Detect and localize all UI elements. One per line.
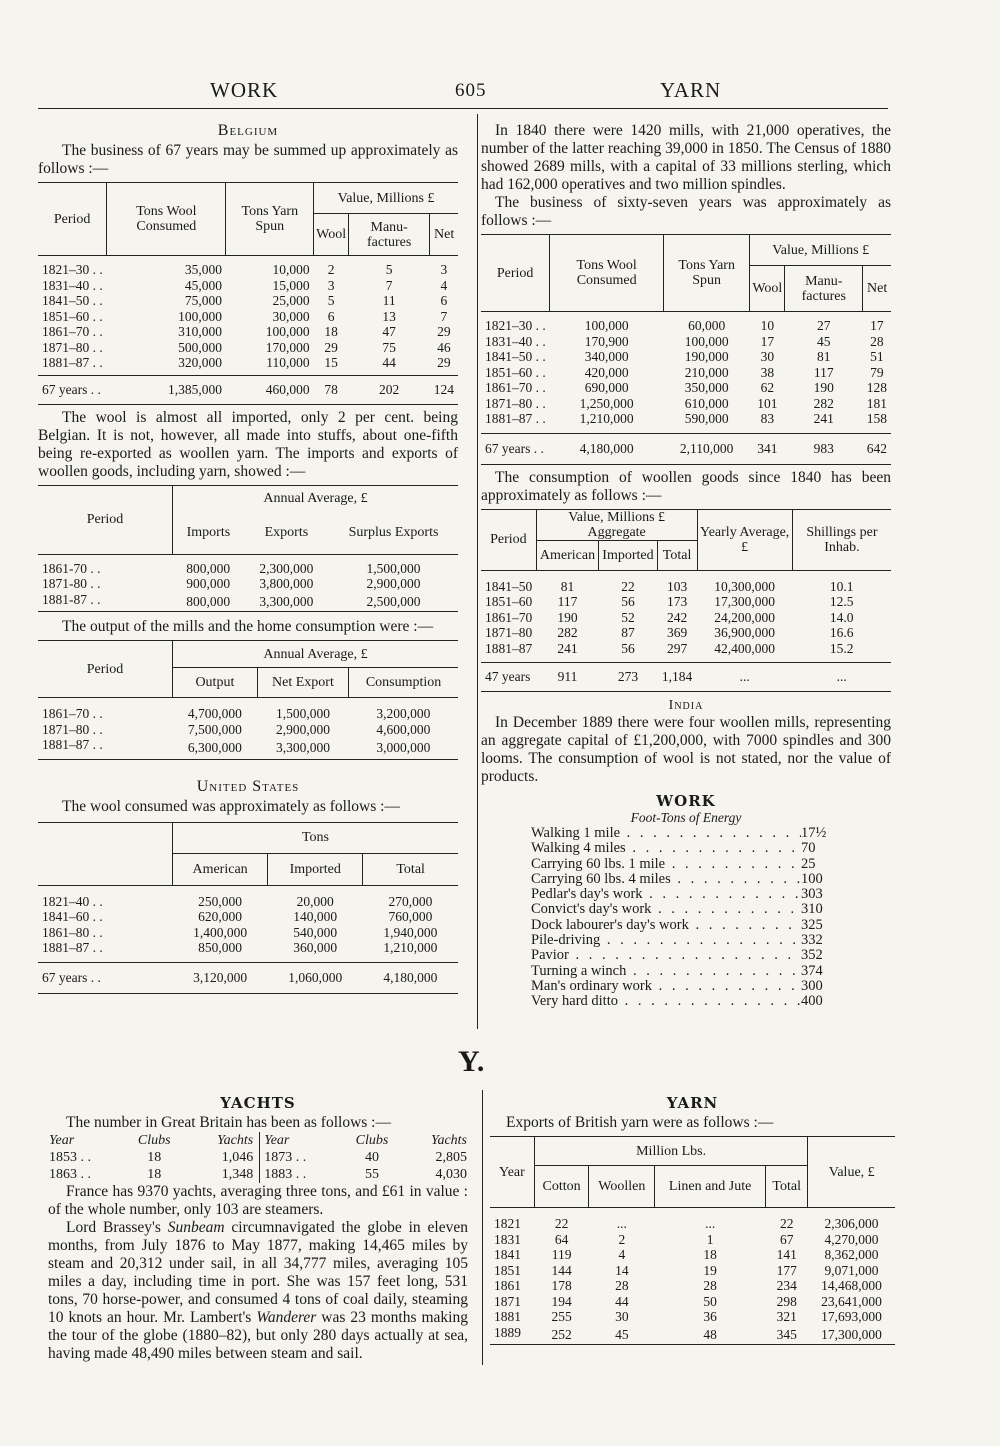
table-row: 1861-70 . . 800,000 2,300,000 1,500,000 xyxy=(42,560,421,576)
us-heading: United States xyxy=(196,777,300,795)
col-value-aggregate: Value, Millions £ Aggregate xyxy=(536,509,697,540)
running-head-left: WORK xyxy=(210,78,279,102)
belgium-output-table xyxy=(38,640,458,760)
india-para: In December 1889 there were four woollen mills, representing an aggregate capital of £1,200,000, with 7000 spindles and 300 looms. The consumption of wool is not stated, nor the value of products. xyxy=(481,714,891,785)
col-consumption: Consumption xyxy=(349,668,458,698)
belgium-heading: Belgium xyxy=(217,122,279,139)
table-row: 1861–70 190 52 242 24,200,000 14.0 xyxy=(485,609,854,625)
col-linen: Linen and Jute xyxy=(655,1166,766,1208)
table-row: 1861–80 . . 1,400,000 540,000 1,940,000 xyxy=(42,924,438,940)
table-row: 1851–60 117 56 173 17,300,000 12.5 xyxy=(485,594,854,609)
list-item: Walking 1 mile . . . 17½ xyxy=(531,826,841,841)
table-row: 1863 . . 18 1,348 1883 . . 55 4,030 xyxy=(49,1167,467,1182)
table-row: 1861–70 . . 690,000 350,000 62 190 128 xyxy=(485,380,887,395)
table-row: 1841–50 . . 75,000 25,000 5 11 6 xyxy=(42,293,448,308)
table-row: 1871–80 . . 7,500,000 2,900,000 4,600,000 xyxy=(42,721,431,737)
table-row: 1851–60 . . 100,000 30,000 6 13 7 xyxy=(42,308,448,324)
table-row: 1881–87 241 56 297 42,400,000 15.2 xyxy=(485,640,854,656)
belgium-trade-table xyxy=(38,485,458,613)
yachts-para-france: France has 9370 yachts, averaging three tons, and £61 in value : of the whole number, only 103 are steamers. xyxy=(48,1183,468,1218)
belgium-para-imports: The wool is almost all imported, only 2 per cent. being Belgian. It is not, however, all made into stuffs, about one-fifth being re-exported as woollen yarn. The imports and exports of woollen goods, including yarn, showed :— xyxy=(38,408,458,480)
work-list xyxy=(531,826,841,1010)
table-row: 1861–70 . . 310,000 100,000 18 47 29 xyxy=(42,324,451,339)
table-total-row: 47 years 911 273 1,184 ... ... xyxy=(481,663,891,692)
list-item: Carrying 60 lbs. 1 mile . . . 25 xyxy=(531,857,841,872)
right-para-business: The business of sixty-seven years was approximately as follows :— xyxy=(481,194,891,229)
list-item: Pavior . . . 352 xyxy=(531,948,841,963)
col-value-manu: Manu-factures xyxy=(785,266,863,312)
table-row: 1861 178 28 28 234 14,468,000 xyxy=(494,1278,882,1293)
table-row: 1831–40 . . 170,900 100,000 17 45 28 xyxy=(485,333,884,349)
right-para-mills: In 1840 there were 1420 mills, with 21,000 operatives, the number of the latter reaching 39,000 in 1850. The Census of 1880 showed 2689 mills, with a capital of 33 millions sterling, which had 162,000 operatives and two million spindles. xyxy=(481,122,891,193)
col-tons-wool: Tons Wool Consumed xyxy=(107,183,226,256)
table-total-row: 67 years . . 1,385,000 460,000 78 202 124 xyxy=(38,375,458,404)
table-row: 1861–70 . . 4,700,000 1,500,000 3,200,000 xyxy=(42,706,431,721)
yarn-intro: Exports of British yarn were as follows :— xyxy=(506,1114,774,1131)
col-tons-wool: Tons Wool Consumed xyxy=(550,235,664,312)
col-value: Value, Millions £ xyxy=(750,235,891,266)
belgium-para-output: The output of the mills and the home consumption were :— xyxy=(62,618,434,635)
table-row: 1881–87 . . 320,000 110,000 15 44 29 xyxy=(42,355,451,370)
list-item: Carrying 60 lbs. 4 miles . . . 100 xyxy=(531,872,841,887)
table-row: 1871–80 . . 1,250,000 610,000 101 282 181 xyxy=(485,395,887,411)
work-title: WORK xyxy=(656,792,716,810)
col-year: Year xyxy=(490,1137,534,1208)
header-rule xyxy=(38,108,888,109)
table-row: 1871 194 44 50 298 23,641,000 xyxy=(494,1293,882,1309)
table-row: 1821–30 . . 100,000 60,000 10 27 17 xyxy=(485,318,884,333)
yachts-para-brassey: Lord Brassey's Sunbeam circumnavigated the globe in eleven months, from July 1876 to May 1877, making 14,465 miles by steam and 20,312 under sail, in all 34,777 miles, averaging 105 miles a day, including time in port. She was 157 feet long, 531 tons, 70 horse-power, and consumed 4 tons of coal daily, steaming 10 knots an hour. Mr. Lambert's Wanderer was 23 months making the tour of the globe (1880–82), but only 280 days actually at sea, having made 48,490 miles between steam and sail. xyxy=(48,1219,468,1362)
col-period: Period xyxy=(38,183,107,256)
us-table xyxy=(38,822,458,994)
running-head-right: YARN xyxy=(660,78,722,102)
column-divider-top xyxy=(477,114,478,1029)
table-row: 1853 . . 18 1,046 1873 . . 40 2,805 xyxy=(49,1150,467,1165)
col-value: Value, Millions £ xyxy=(314,183,458,214)
col-annual-average: Annual Average, £ xyxy=(173,641,459,668)
belgium-intro: The business of 67 years may be summed up approximately as follows :— xyxy=(38,142,458,177)
col-value-net: Net xyxy=(863,266,891,312)
table-total-row: 67 years . . 4,180,000 2,110,000 341 983 642 xyxy=(481,433,891,464)
table-row: 1831 64 2 1 67 4,270,000 xyxy=(494,1231,879,1247)
yachts-title: YACHTS xyxy=(220,1094,296,1112)
table-row: 1841–50 . . 340,000 190,000 30 81 51 xyxy=(485,349,884,364)
col-tons: Tons xyxy=(173,822,459,853)
col-imports: Imports xyxy=(173,512,244,555)
belgium-table xyxy=(38,182,458,405)
yachts-table: Year Clubs Yachts Year Clubs Yachts 1853 . . 18 1,046 1873 . . 40 2,805 1863 . . 18 1,348 1883 . . 55 4,030 xyxy=(49,1133,467,1182)
table-row: 1821 22 ... ... 22 2,306,000 xyxy=(494,1216,879,1231)
col-total: Total xyxy=(363,853,458,885)
india-heading: India xyxy=(668,698,704,713)
table-row: 1841 119 4 18 141 8,362,000 xyxy=(494,1247,879,1262)
col-imported: Imported xyxy=(268,853,363,885)
col-woollen: Woollen xyxy=(589,1166,655,1208)
work-subtitle: Foot-Tons of Energy xyxy=(630,810,742,825)
us-intro: The wool consumed was approximately as follows :— xyxy=(62,797,400,815)
consumption-table xyxy=(481,509,891,693)
yarn-table xyxy=(490,1136,895,1345)
col-million-lbs: Million Lbs. xyxy=(534,1137,808,1166)
list-item: Turning a winch . . . 374 xyxy=(531,964,841,979)
col-total: Total xyxy=(657,540,697,570)
right-para-consumption: The consumption of woollen goods since 1840 has been approximately as follows :— xyxy=(481,468,891,504)
col-period: Period xyxy=(481,235,550,312)
col-value-manu: Manu-factures xyxy=(349,214,430,256)
left-column xyxy=(38,122,458,994)
yachts-section xyxy=(48,1094,468,1363)
col-value-wool: Wool xyxy=(750,266,785,312)
right-column xyxy=(481,122,891,1010)
table-row: 1851 144 14 19 177 9,071,000 xyxy=(494,1262,879,1278)
col-period: Period xyxy=(38,641,173,698)
section-letter: Y. xyxy=(458,1045,485,1078)
col-total: Total xyxy=(765,1166,808,1208)
table-total-row: 67 years . . 3,120,000 1,060,000 4,180,000 xyxy=(38,962,458,993)
yachts-intro: The number in Great Britain has been as follows :— xyxy=(66,1114,391,1131)
column-divider-bottom xyxy=(482,1090,483,1365)
col-shillings: Shillings per Inhab. xyxy=(792,509,891,570)
us-business-table xyxy=(481,234,891,465)
table-row: 1871–80 . . 500,000 170,000 29 75 46 xyxy=(42,339,451,355)
yarn-title: YARN xyxy=(666,1094,719,1112)
table-row: 1831–40 . . 45,000 15,000 3 7 4 xyxy=(42,277,448,293)
col-tons-yarn: Tons Yarn Spun xyxy=(226,183,314,256)
col-period: Period xyxy=(481,509,536,570)
list-item: Convict's day's work . . . 310 xyxy=(531,902,841,917)
col-tons-yarn: Tons Yarn Spun xyxy=(664,235,750,312)
table-row: 1851–60 . . 420,000 210,000 38 117 79 xyxy=(485,364,884,380)
table-row: 1881–87 . . 1,210,000 590,000 83 241 158 xyxy=(485,411,887,426)
table-row: 1841–50 81 22 103 10,300,000 10.1 xyxy=(485,578,854,594)
col-american: American xyxy=(536,540,598,570)
col-cotton: Cotton xyxy=(534,1166,589,1208)
list-item: Very hard ditto . . . 400 xyxy=(531,994,841,1009)
table-row: 1889 252 45 48 345 17,300,000 xyxy=(490,1325,895,1345)
col-net-export: Net Export xyxy=(257,668,348,698)
col-exports: Exports xyxy=(264,525,309,540)
list-item: Walking 4 miles . . . 70 xyxy=(531,841,841,856)
list-item: Pedlar's day's work . . . 303 xyxy=(531,887,841,902)
table-row: 1871–80 282 87 369 36,900,000 16.6 xyxy=(485,625,854,640)
list-item: Dock labourer's day's work . . . 325 xyxy=(531,918,841,933)
col-imported: Imported xyxy=(599,540,657,570)
table-row: 1821–40 . . 250,000 20,000 270,000 xyxy=(42,893,433,909)
col-period: Period xyxy=(38,485,173,554)
table-row: 1841–60 . . 620,000 140,000 760,000 xyxy=(42,909,433,924)
table-row: 1821–30 . . 35,000 10,000 2 5 3 xyxy=(42,262,448,277)
col-value-wool: Wool xyxy=(314,214,349,256)
col-output: Output xyxy=(173,668,258,698)
list-item: Pile-driving . . . 332 xyxy=(531,933,841,948)
col-surplus: Surplus Exports xyxy=(348,525,439,540)
yarn-section xyxy=(490,1094,895,1345)
col-value-net: Net xyxy=(430,214,458,256)
table-row: 1871-80 . . 900,000 3,800,000 2,900,000 xyxy=(42,576,421,591)
col-value: Value, £ xyxy=(808,1137,895,1208)
col-american: American xyxy=(173,853,268,885)
list-item: Man's ordinary work . . . 300 xyxy=(531,979,841,994)
table-row: 1881-87 . . 800,000 3,300,000 2,500,000 xyxy=(38,592,458,612)
col-annual-average: Annual Average, £ xyxy=(173,485,459,512)
col-yearly-average: Yearly Average, £ xyxy=(697,509,792,570)
table-row: 1881–87 . . 6,300,000 3,300,000 3,000,000 xyxy=(38,737,458,759)
page-number: 605 xyxy=(455,80,487,101)
table-row: 1881 255 30 36 321 17,693,000 xyxy=(494,1309,882,1324)
table-row: 1881–87 . . 850,000 360,000 1,210,000 xyxy=(42,940,438,955)
